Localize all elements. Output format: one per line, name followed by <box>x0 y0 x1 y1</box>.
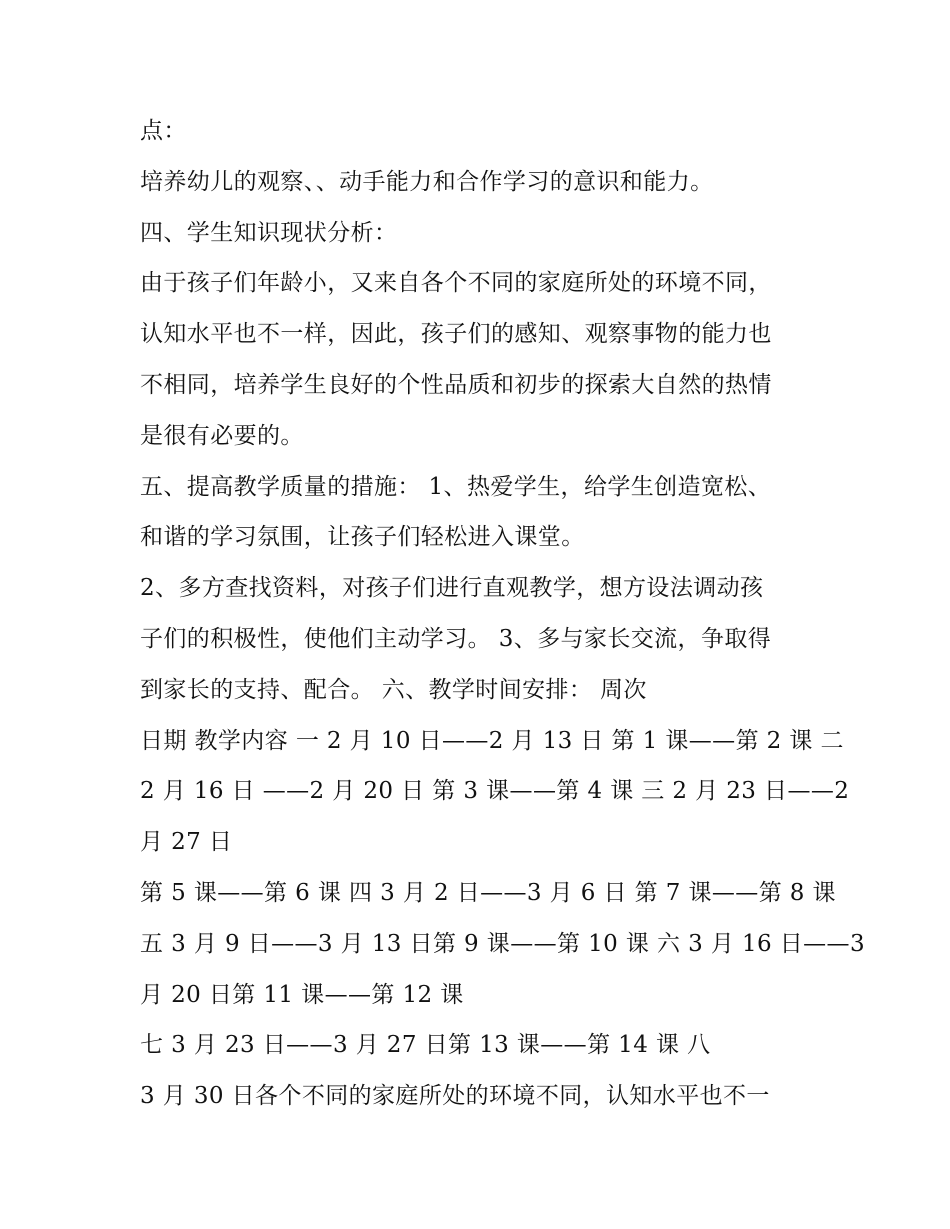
body-text <box>140 106 865 1122</box>
schedule-line-4: 第 5 课——第 6 课 四 3 月 2 日——3 月 6 日 第 7 课——第 8 课 <box>140 879 836 906</box>
schedule-line-1: 日期 教学内容 一 2 月 10 日——2 月 13 日 第 1 课——第 2 课 二 <box>140 727 844 754</box>
schedule-line-6: 月 20 日第 11 课——第 12 课 <box>140 981 464 1008</box>
schedule-line-5: 五 3 月 9 日——3 月 13 日第 9 课——第 10 课 六 3 月 16 日——3 <box>140 930 865 957</box>
schedule-line-2: 2 月 16 日 ——2 月 20 日 第 3 课——第 4 课 三 2 月 23 日——2 <box>140 778 850 805</box>
section-heading-4: 四、学生知识现状分析： <box>140 219 398 246</box>
text-line-1: 点： <box>140 118 187 144</box>
section-heading-5: 五、提高教学质量的措施： 1、热爱学生，给学生创造宽松、 <box>140 473 772 500</box>
text-line-7: 是很有必要的。 <box>140 422 304 449</box>
text-line-6: 不相同，培养学生良好的个性品质和初步的探索大自然的热情 <box>140 371 772 398</box>
text-line-4: 由于孩子们年龄小，又来自各个不同的家庭所处的环境不同， <box>140 270 772 297</box>
schedule-line-8: 3 月 30 日各个不同的家庭所处的环境不同，认知水平也不一 <box>140 1083 770 1110</box>
text-line-2: 培养幼儿的观察、、动手能力和合作学习的意识和能力。 <box>140 168 714 195</box>
text-line-5: 认知水平也不一样，因此，孩子们的感知、观察事物的能力也 <box>140 321 772 348</box>
schedule-line-7: 七 3 月 23 日——3 月 27 日第 13 课——第 14 课 八 <box>140 1032 711 1059</box>
text-line-12: 到家长的支持、配合。 六、教学时间安排： 周次 <box>140 676 647 703</box>
schedule-line-3: 月 27 日 <box>140 829 233 856</box>
text-line-11: 子们的积极性，使他们主动学习。 3、多与家长交流，争取得 <box>140 625 772 652</box>
text-line-9: 和谐的学习氛围，让孩子们轻松进入课堂。 <box>140 524 585 551</box>
text-line-10: 2、多方查找资料，对孩子们进行直观教学，想方设法调动孩 <box>140 575 764 602</box>
